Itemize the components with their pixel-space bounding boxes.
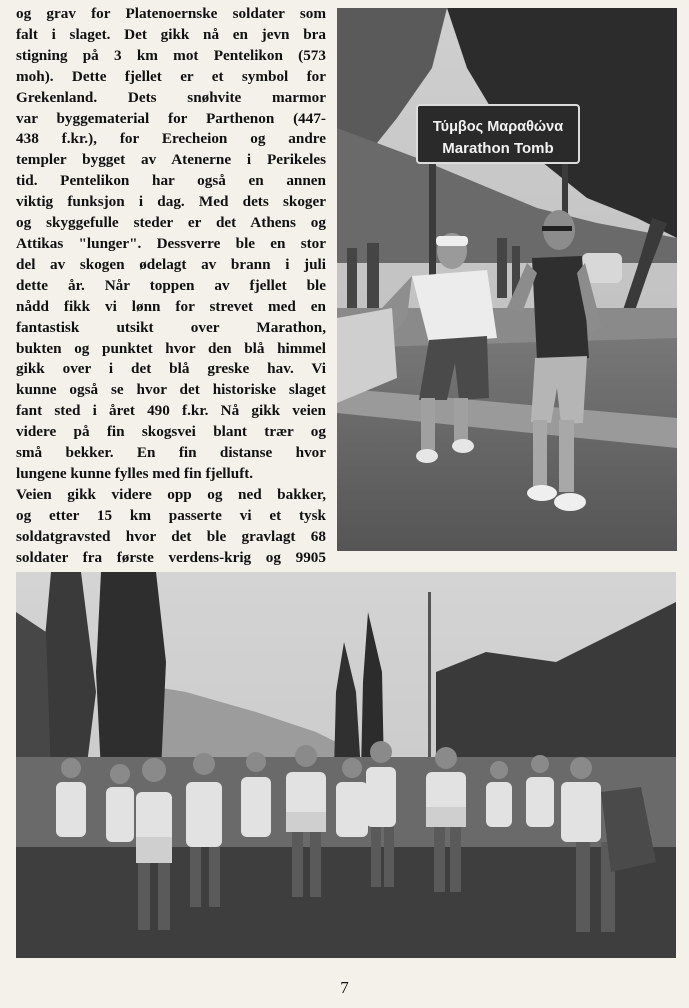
- article-text-column: [16, 4, 326, 568]
- sign-greek-text: Τύμβος Μαραθώνα: [432, 119, 564, 135]
- article-line: Grekenland. Dets snøhvite marmor: [16, 88, 326, 106]
- article-line: og grav for Platenoernske soldater som: [16, 5, 326, 22]
- article-line: og etter 15 km passerte vi et tysk: [16, 506, 326, 524]
- article-line: dette år. Når toppen av fjellet ble: [16, 276, 326, 294]
- article-line: bukten og punktet hvor den blå himmel: [16, 339, 326, 357]
- photo-marathon-tomb-illustration: [337, 8, 677, 551]
- article-line: falt i slaget. Det gikk nå en jevn bra: [16, 25, 326, 43]
- article-line: fant sted i året 490 f.kr. Nå gikk veien: [16, 402, 326, 420]
- article-line: soldatgravsted hvor det ble gravlagt 68: [16, 527, 326, 545]
- article-line: var byggematerial for Parthenon (447-: [16, 109, 326, 127]
- article-line: Veien gikk videre opp og ned bakker,: [16, 485, 326, 503]
- article-line: fantastisk utsikt over Marathon,: [16, 318, 326, 336]
- article-line: del av skogen ødelagt av brann i juli: [16, 255, 326, 273]
- photo-walkers-crowd-illustration: [16, 572, 676, 958]
- article-line: videre på fin skogsvei blant trær og: [16, 423, 326, 441]
- article-line: Attikas "lunger". Dessverre ble en stor: [16, 234, 326, 252]
- article-line: lungene kunne fylles med fin fjelluft.: [16, 464, 254, 482]
- article-line: tid. Pentelikon har også en annen: [16, 172, 326, 190]
- article-line: viktig funksjon i dag. Med dets skoger: [16, 193, 326, 211]
- article-line: nådd fikk vi lønn for strevet med en: [16, 297, 326, 315]
- article-line: soldater fra første verdens-krig og 9905: [16, 548, 326, 566]
- page-number: 7: [340, 978, 349, 997]
- photo-walkers-crowd: [16, 572, 676, 958]
- article-line: gikk over i det blå greske hav. Vi: [16, 360, 326, 378]
- article-line: små bekker. En fin distanse hvor: [16, 444, 326, 462]
- article-line: 438 f.kr.), for Erecheion og andre: [16, 130, 326, 148]
- sign-english-text: Marathon Tomb: [442, 140, 554, 157]
- article-line: stigning på 3 km mot Pentelikon (573: [16, 46, 326, 64]
- article-line: templer bygget av Atenerne i Perikeles: [16, 151, 326, 169]
- photo-marathon-tomb: [337, 8, 677, 551]
- article-line: moh). Dette fjellet er et symbol for: [16, 67, 326, 85]
- article-line: kunne også se hvor det historiske slaget: [16, 381, 326, 399]
- article-line: og skyggefulle steder er det Athens og: [16, 214, 326, 232]
